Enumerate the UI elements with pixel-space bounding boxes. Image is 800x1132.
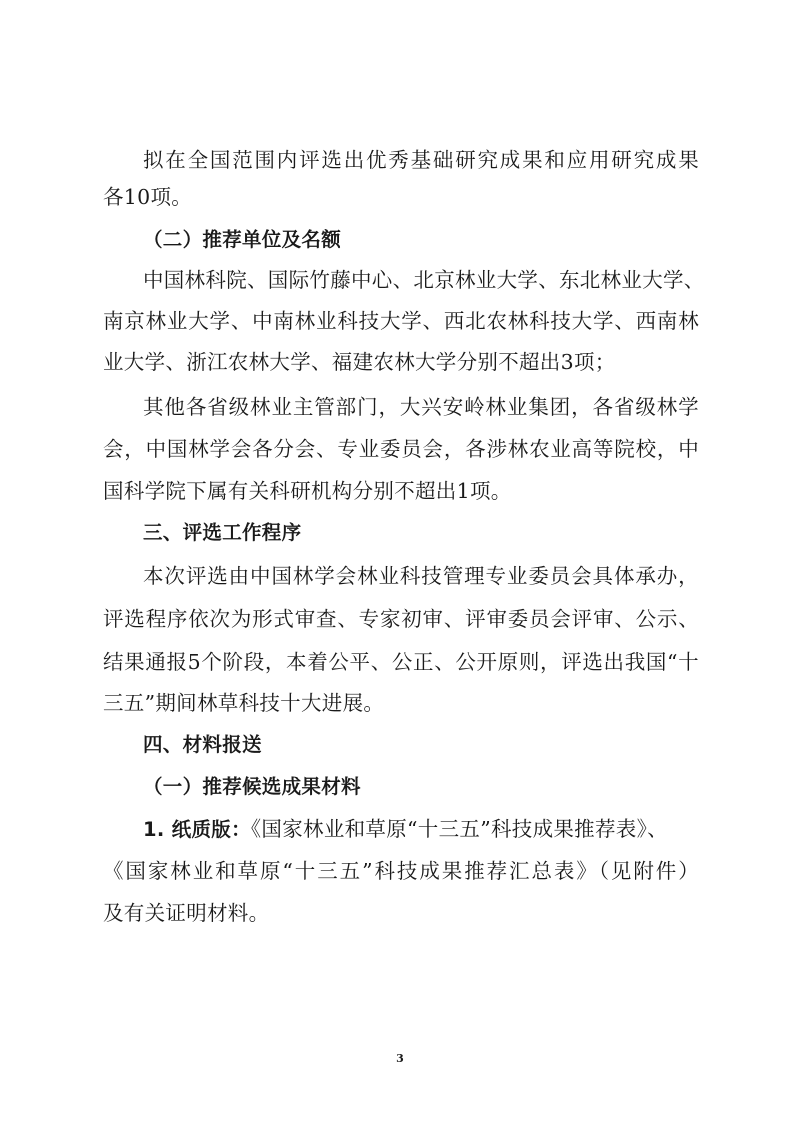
page-number: 3 <box>396 1052 404 1065</box>
section-heading: （二）推荐单位及名额 <box>143 228 342 251</box>
body-text-line <box>143 815 699 844</box>
body-text-line: 各10项。 <box>103 185 193 209</box>
body-text-line: 《国家林业和草原“十三五”科技成果推荐汇总表》（见附件） <box>103 859 699 883</box>
body-text-line: 及有关证明材料。 <box>103 901 270 925</box>
body-text-line: 南京林业大学、中南林业科技大学、西北农林科技大学、西南林 <box>103 309 699 333</box>
body-text-line: 结果通报5个阶段，本着公平、公正、公开原则，评选出我国“十 <box>103 650 699 674</box>
body-text-line: 中国林科院、国际竹藤中心、北京林业大学、东北林业大学、 <box>143 268 705 292</box>
body-text-line: 拟在全国范围内评选出优秀基础研究成果和应用研究成果 <box>143 148 699 172</box>
item-label: 1. 纸质版： <box>143 818 251 841</box>
body-text-line: 国科学院下属有关科研机构分别不超出1项。 <box>103 479 512 503</box>
section-heading: （一）推荐候选成果材料 <box>143 775 361 798</box>
body-text-line: 会，中国林学会各分会、专业委员会，各涉林农业高等院校，中 <box>103 437 699 461</box>
body-text-line: 其他各省级林业主管部门，大兴安岭林业集团，各省级林学 <box>143 395 699 419</box>
item-text: 《国家林业和草原“十三五”科技成果推荐表》、 <box>250 817 668 841</box>
body-text-line: 本次评选由中国林学会林业科技管理专业委员会具体承办， <box>143 564 699 588</box>
body-text-line: 业大学、浙江农林大学、福建农林大学分别不超出3项； <box>103 350 616 374</box>
section-heading: 四、材料报送 <box>143 733 262 756</box>
body-text-line: 三五”期间林草科技十大进展。 <box>103 691 385 715</box>
section-heading: 三、评选工作程序 <box>143 521 302 544</box>
body-text-line: 评选程序依次为形式审查、专家初审、评审委员会评审、公示、 <box>103 607 699 631</box>
